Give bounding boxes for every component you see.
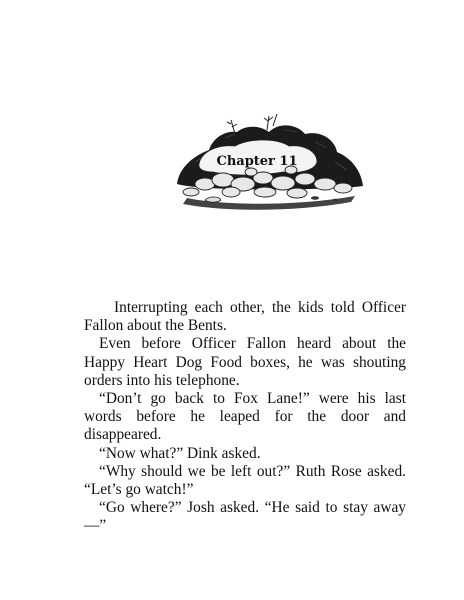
paragraph-6: “Go where?” Josh asked. “He said to stay away—” — [84, 499, 406, 535]
chapter-header-illustration — [165, 112, 375, 216]
chapter-body — [84, 299, 406, 536]
paragraph-5: “Why should we be left out?” Ruth Rose asked. “Let’s go watch!” — [84, 462, 406, 499]
paragraph-3: “Don’t go back to Fox Lane!” were his last words before he leaped for the door and disappeared. — [84, 390, 406, 444]
paragraph-4: “Now what?” Dink asked. — [99, 444, 261, 462]
paragraph-2: Even before Officer Fallon heard about the Happy Heart Dog Food boxes, he was shouting orders into his telephone. — [84, 335, 406, 389]
rock-pile-drawing — [165, 112, 375, 216]
chapter-title: Chapter 11 — [216, 154, 298, 169]
paragraph-1: Interrupting each other, the kids told Officer Fallon about the Bents. — [84, 299, 406, 335]
